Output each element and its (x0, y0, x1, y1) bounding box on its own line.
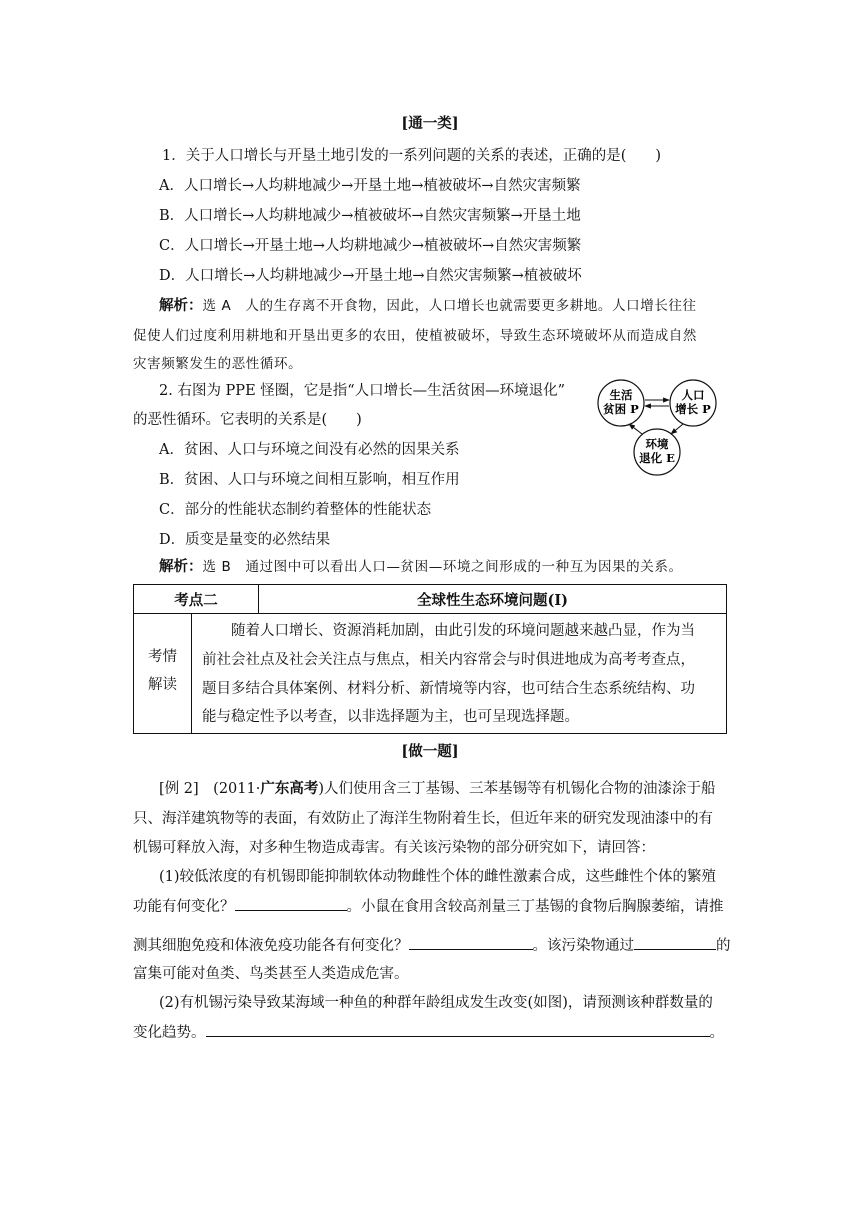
q2-stem-line-2: 的恶性循环。它表明的关系是( ) (133, 412, 362, 428)
q2-analysis-line (159, 557, 683, 577)
example2-part1-line-2a: 功能有何变化？ (133, 899, 235, 915)
table-side-label-1: 考情 (148, 649, 177, 665)
example2-source: 广东高考 (260, 780, 319, 797)
example2-part1-line-3c: 的 (716, 938, 731, 954)
example2-label: [例 2] (159, 781, 199, 797)
node-environment-label-2: 退化 E (639, 451, 675, 465)
q2-option-d: D．质变是量变的必然结果 (159, 532, 331, 548)
example2-part1-line-3a: 测其细胞免疫和体液免疫功能各有何变化？ (133, 938, 409, 954)
q1-option-c: C．人口增长→开垦土地→人均耕地减少→植被破坏→自然灾害频繁 (159, 238, 582, 254)
q2-stem-line-1: 2. 右图为 PPE 怪圈，它是指“人口增长—生活贫困—环境退化” (159, 383, 566, 399)
node-environment-label-1: 环境 (645, 437, 669, 451)
table-header-col1: 考点二 (174, 592, 218, 609)
example2-part2-line-2 (133, 1022, 724, 1043)
arrow-environment-to-poverty (629, 424, 642, 434)
example2-part2-line-2b: 。 (709, 1025, 724, 1041)
node-poverty (598, 380, 644, 426)
q1-option-d: D．人口增长→人均耕地减少→开垦土地→自然灾害频繁→植被破坏 (159, 268, 582, 284)
answer-blank-1[interactable] (235, 896, 347, 911)
arrow-population-to-environment (671, 424, 683, 434)
example2-part2-line-2a: 变化趋势。 (133, 1025, 206, 1041)
example2-part1-line-2b: 。小鼠在食用含较高剂量三丁基锡的食物后胸腺萎缩，请推 (346, 899, 724, 915)
example2-line-2: 只、海洋建筑物等的表面，有效防止了海洋生物附着生长，但近年来的研究发现油漆中的有 (133, 811, 713, 827)
table-side-label-2: 解读 (148, 677, 177, 693)
q1-analysis-line-1 (159, 296, 697, 316)
node-population-label-1: 人口 (681, 388, 705, 402)
example2-part2-line-1: (2)有机锡污染导致某海域一种鱼的种群年龄组成发生改变(如图)，请预测该种群数量的 (159, 995, 713, 1011)
table-body-line-2: 前社会社点及社会关注点与焦点，相关内容常会与时俱进地成为高考考查点， (202, 652, 695, 668)
answer-blank-2[interactable] (409, 935, 533, 950)
answer-blank-4[interactable] (206, 1022, 710, 1037)
table-divider-body (191, 613, 192, 733)
q2-option-a: A．贫困、人口与环境之间没有必然的因果关系 (159, 442, 460, 458)
q1-option-a: A．人口增长→人均耕地减少→开垦土地→植被破坏→自然灾害频繁 (159, 178, 581, 194)
example2-line-1-rest: )人们使用含三丁基锡、三苯基锡等有机锡化合物的油漆涂于船 (318, 781, 716, 797)
node-poverty-label-2: 贫困 P (603, 402, 639, 416)
q2-analysis-label: 解析： (159, 558, 203, 575)
node-population (670, 380, 716, 426)
q1-analysis-line-2: 促使人们过度利用耕地和开垦出更多的农田，使植被破坏，导致生态环境破坏从而造成自然 (133, 328, 697, 344)
q2-option-c: C．部分的性能状态制约着整体的性能状态 (159, 502, 432, 518)
answer-blank-3[interactable] (634, 935, 716, 950)
table-header-col2: 全球性生态环境问题(Ⅰ) (416, 592, 568, 609)
q2-analysis-text: 选 B 通过图中可以看出人口—贫困—环境之间形成的一种互为因果的关系。 (202, 559, 683, 575)
node-population-label-2: 增长 P (675, 402, 711, 416)
example2-line-3: 机锡可释放入海，对多种生物造成毒害。有关该污染物的部分研究如下，请回答： (133, 840, 655, 856)
example2-part1-line-1: (1)较低浓度的有机锡即能抑制软体动物雌性个体的雌性激素合成，这些雌性个体的繁殖 (159, 869, 717, 885)
example2-part1-line-2 (133, 896, 724, 917)
q1-analysis-line-3: 灾害频繁发生的恶性循环。 (133, 356, 303, 372)
q1-analysis-text-1: 选 A 人的生存离不开食物，因此，人口增长也就需要更多耕地。人口增长往往 (202, 298, 697, 314)
table-body-line-1: 随着人口增长、资源消耗加剧，由此引发的环境问题越来越凸显，作为当 (202, 623, 695, 639)
ppe-cycle-diagram (590, 372, 750, 480)
example2-part1-line-3 (133, 935, 731, 956)
node-environment (634, 429, 680, 475)
section-heading-1: [通一类] (401, 115, 459, 132)
example2-source-prefix: (2011· (198, 781, 261, 797)
table-body-line-3: 题目多结合具体案例、材料分析、新情境等内容，也可结合生态系统结构、功 (202, 681, 695, 697)
section-heading-2: [做一题] (401, 743, 459, 760)
q1-stem: 1．关于人口增长与开垦土地引发的一系列问题的关系的表述，正确的是( ) (162, 148, 662, 164)
exam-point-table (133, 584, 727, 734)
table-body-line-4: 能与稳定性予以考查，以非选择题为主，也可呈现选择题。 (202, 709, 579, 725)
example2-part1-line-4: 富集可能对鱼类、鸟类甚至人类造成危害。 (133, 966, 409, 982)
example2-part1-line-3b: 。该污染物通过 (532, 938, 634, 954)
node-poverty-label-1: 生活 (609, 388, 633, 402)
q2-option-b: B．贫困、人口与环境之间相互影响，相互作用 (159, 472, 460, 488)
example2-line-1 (159, 779, 715, 799)
q1-option-b: B．人口增长→人均耕地减少→植被破坏→自然灾害频繁→开垦土地 (159, 208, 581, 224)
q1-analysis-label: 解析： (159, 297, 203, 314)
